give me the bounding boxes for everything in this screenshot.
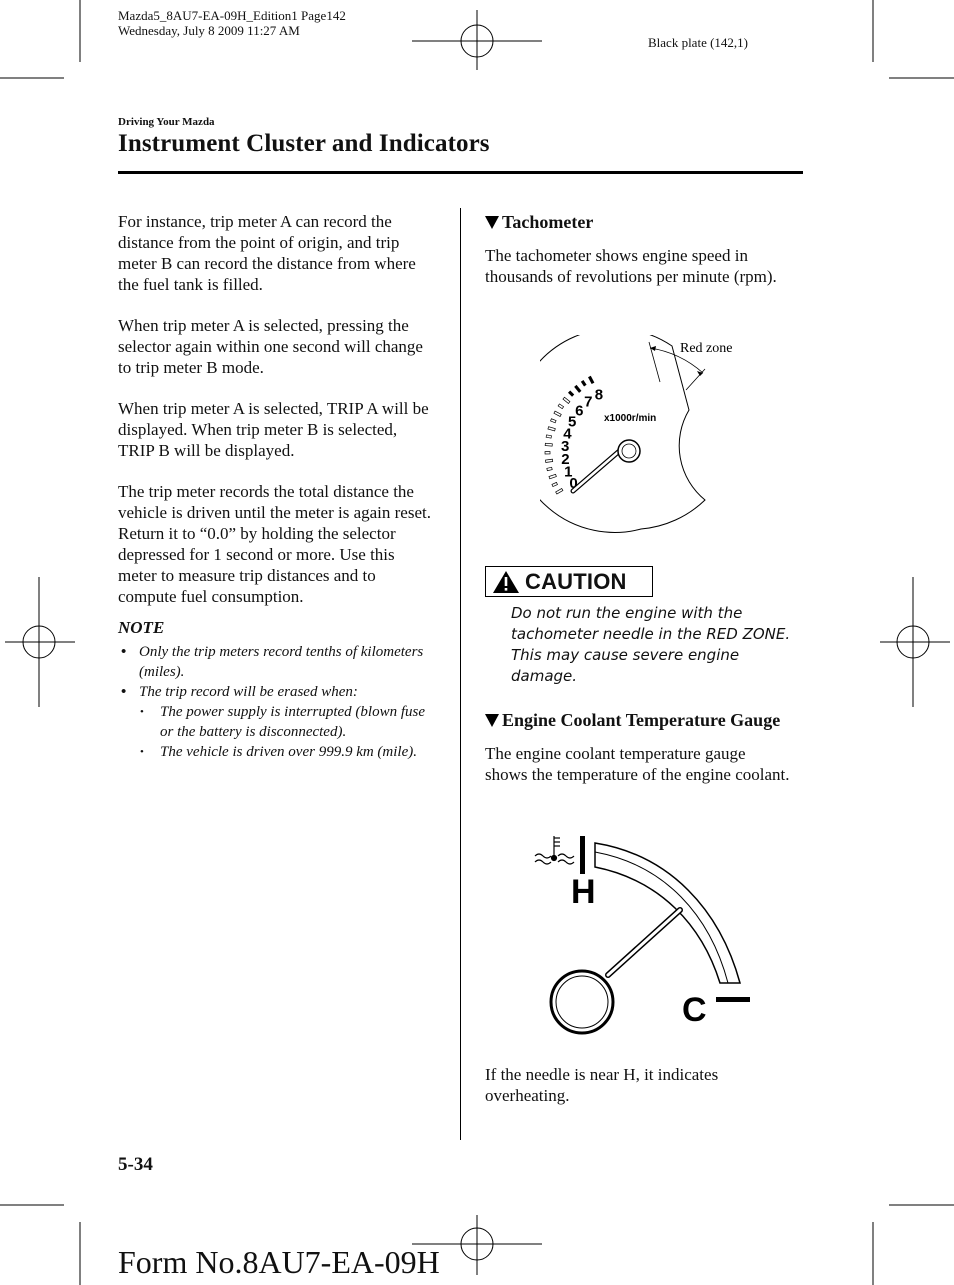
page-title: Instrument Cluster and Indicators	[118, 130, 490, 157]
tachometer-tick	[552, 482, 558, 486]
caution-label: CAUTION	[525, 568, 627, 594]
down-triangle-icon	[485, 216, 499, 229]
coolant-temperature-icon	[535, 836, 574, 864]
plate-label: Black plate (142,1)	[648, 35, 748, 50]
coolant-gauge-illustration	[530, 830, 755, 1045]
tachometer-tick	[547, 467, 552, 470]
tachometer-tick	[563, 397, 570, 403]
down-triangle-icon	[485, 714, 499, 727]
paragraph: For instance, trip meter A can record the distance from the point of origin, and trip meter B can record the distance from where the fuel tank is filled.	[118, 212, 416, 294]
tachometer-tick	[545, 452, 550, 455]
low-mark	[716, 997, 750, 1002]
tachometer-number: 3	[561, 437, 570, 455]
tachometer-number: 5	[568, 413, 577, 431]
paragraph: When trip meter A is selected, TRIP A will be displayed. When trip meter B is selected, TRIP B will be displayed.	[118, 399, 429, 460]
tachometer-number: 6	[575, 402, 584, 420]
list-item: • The trip record will be erased when: • The power supply is interrupted (blown fuse or the battery is disconnected). • The vehicle is driven over 999.9 km (mile).	[118, 682, 436, 762]
tachometer-number: 1	[564, 463, 573, 481]
tachometer-number: 4	[563, 425, 572, 443]
caution-badge	[485, 566, 653, 597]
high-label: H	[571, 873, 596, 911]
breadcrumb: Driving Your Mazda	[118, 116, 215, 128]
tachometer-tick	[548, 427, 555, 431]
coolant-description: The engine coolant temperature gauge shows the temperature of the engine coolant.	[485, 744, 790, 784]
registration-mark-icon	[880, 577, 950, 707]
left-column	[118, 211, 436, 762]
note-list	[118, 642, 436, 762]
tachometer-tick	[554, 411, 561, 416]
tachometer-tick	[558, 404, 563, 409]
tachometer-tick	[556, 488, 563, 494]
tachometer-number: 7	[584, 393, 593, 411]
form-number: Form No.8AU7-EA-09H	[118, 1244, 440, 1280]
high-mark	[580, 836, 585, 874]
title-rule	[118, 171, 803, 174]
tachometer-illustration	[540, 335, 755, 545]
low-label: C	[682, 991, 707, 1029]
note-title: NOTE	[118, 618, 165, 637]
warning-triangle-icon	[491, 569, 521, 595]
tachometer-tick	[581, 380, 586, 385]
registration-mark-icon	[412, 10, 542, 70]
print-date: Wednesday, July 8 2009 11:27 AM	[118, 23, 300, 38]
tachometer-number: 2	[561, 450, 570, 468]
page-number: 5-34	[118, 1154, 153, 1175]
paragraph: The trip meter records the total distance the vehicle is driven until the meter is again reset. Return it to “0.0” by holding the selector depressed for 1 second or more. Use this meter to measure trip distances and to compute fuel consumption.	[118, 482, 431, 606]
sub-list	[139, 702, 436, 762]
coolant-scale-band	[595, 843, 740, 983]
tachometer-unit-label: x1000r/min	[604, 413, 657, 424]
file-info: Mazda5_8AU7-EA-09H_Edition1 Page142	[118, 8, 346, 23]
tachometer-tick	[551, 419, 557, 423]
tachometer-number: 0	[569, 475, 578, 492]
tachometer-tick	[545, 459, 552, 462]
list-item: • The vehicle is driven over 999.9 km (mile).	[140, 744, 417, 760]
tachometer-description: The tachometer shows engine speed in thousands of revolutions per minute (rpm).	[485, 246, 777, 286]
coolant-note: If the needle is near H, it indicates overheating.	[485, 1065, 719, 1105]
tachometer-tick	[545, 443, 552, 446]
tachometer-tick	[546, 435, 551, 438]
tachometer-tick	[549, 474, 556, 478]
registration-mark-icon	[5, 577, 75, 707]
list-item: • The power supply is interrupted (blown fuse or the battery is disconnected).	[140, 704, 425, 740]
red-zone-label: Red zone	[680, 341, 733, 356]
list-item: • Only the trip meters record tenths of kilometers (miles).	[121, 644, 424, 680]
coolant-heading: Engine Coolant Temperature Gauge	[485, 710, 780, 731]
caution-text: Do not run the engine with the tachometer needle in the RED ZONE. This may cause severe engine damage.	[511, 604, 791, 685]
tachometer-number: 8	[594, 386, 604, 404]
tachometer-tick	[589, 376, 594, 383]
tachometer-heading: Tachometer	[485, 212, 593, 233]
tachometer-tick	[568, 391, 573, 396]
paragraph: When trip meter A is selected, pressing the selector again within one second will change to trip meter B mode.	[118, 316, 423, 377]
tachometer-tick	[575, 385, 581, 392]
column-divider	[460, 208, 461, 1140]
